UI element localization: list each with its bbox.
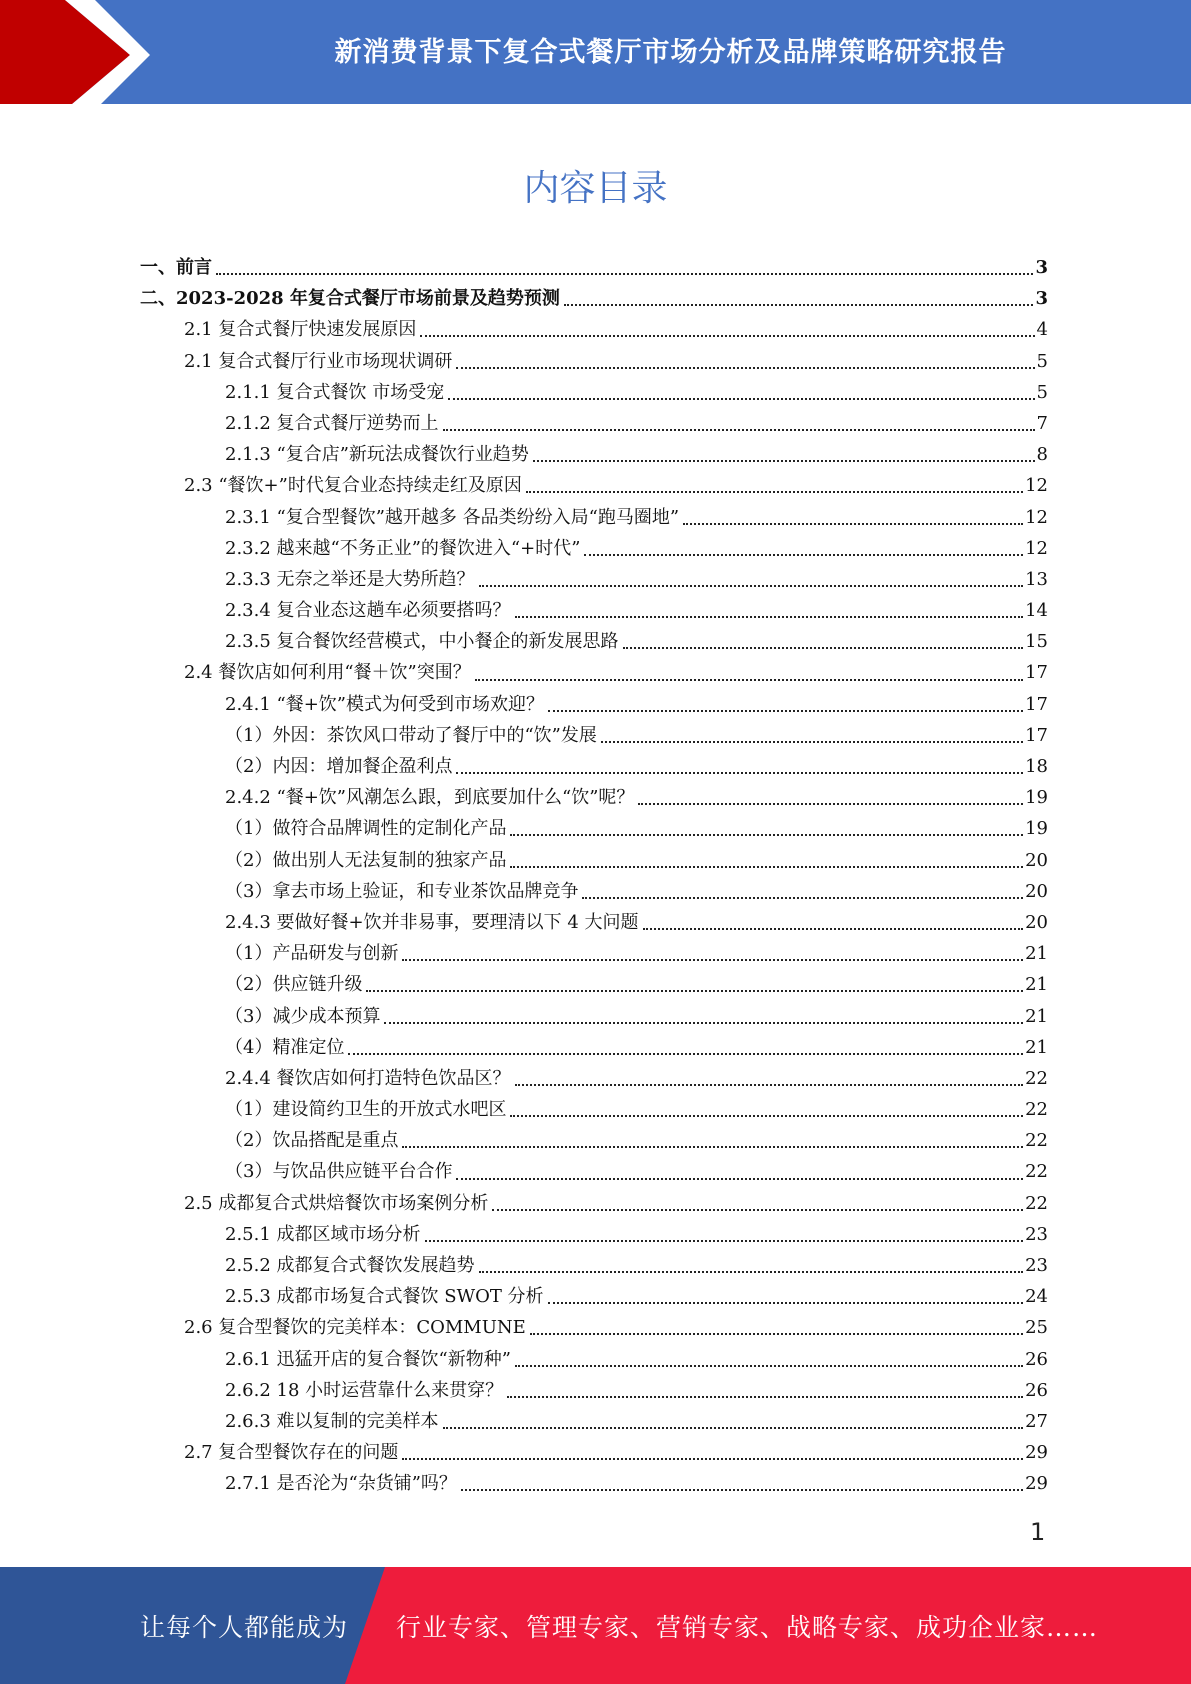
toc-entry-page: 21	[1025, 1036, 1048, 1058]
toc-entry-label: 2.1.2 复合式餐厅逆势而上	[225, 412, 439, 434]
toc-entry-label: 2.1 复合式餐厅快速发展原因	[184, 319, 417, 341]
toc-entry-label: （2）供应链升级	[225, 974, 363, 996]
toc-entry[interactable]	[140, 1281, 1048, 1312]
toc-entry[interactable]	[140, 1250, 1048, 1281]
toc-entry[interactable]	[140, 1219, 1048, 1250]
table-of-contents	[140, 252, 1048, 1500]
toc-entry-label: 2.7 复合型餐饮存在的问题	[184, 1442, 399, 1464]
toc-entry-page: 27	[1025, 1410, 1048, 1432]
toc-dot-leader	[448, 397, 1034, 400]
toc-dot-leader	[425, 1239, 1024, 1242]
toc-entry-page: 3	[1035, 257, 1048, 278]
toc-entry[interactable]	[140, 377, 1048, 408]
toc-entry-label: 2.5.2 成都复合式餐饮发展趋势	[225, 1255, 475, 1276]
toc-dot-leader	[420, 334, 1034, 337]
toc-entry-page: 23	[1025, 1223, 1048, 1245]
toc-entry[interactable]	[140, 657, 1048, 688]
toc-entry-label: 2.5.1 成都区域市场分析	[225, 1223, 421, 1245]
footer-slogan-left: 让每个人都能成为	[140, 1612, 349, 1642]
toc-entry-label: 2.4 餐饮店如何利用“餐＋饮”突围？	[184, 662, 471, 684]
toc-dot-leader	[456, 771, 1023, 774]
page-number: 1	[1030, 1518, 1046, 1546]
toc-entry-page: 21	[1025, 943, 1048, 965]
toc-entry[interactable]	[140, 408, 1048, 439]
toc-entry-label: （2）内因：增加餐企盈利点	[225, 756, 453, 777]
toc-entry-page: 22	[1025, 1130, 1048, 1152]
toc-entry-page: 12	[1025, 506, 1048, 528]
toc-entry-page: 12	[1025, 475, 1048, 497]
toc-entry[interactable]	[140, 938, 1048, 969]
toc-dot-leader	[402, 1145, 1023, 1148]
toc-entry-page: 4	[1036, 319, 1048, 341]
toc-dot-leader	[683, 522, 1023, 525]
toc-entry[interactable]	[140, 782, 1048, 813]
toc-entry-label: 2.4.2 “餐+饮”风潮怎么跟，到底要加什么“饮”呢？	[225, 787, 635, 809]
toc-dot-leader	[548, 709, 1023, 712]
toc-entry-page: 13	[1025, 568, 1048, 590]
toc-entry[interactable]	[140, 314, 1048, 345]
toc-entry-label: 2.4.3 要做好餐+饮并非易事，要理清以下 4 大问题	[225, 911, 639, 933]
toc-dot-leader	[564, 303, 1034, 306]
toc-entry[interactable]	[140, 1406, 1048, 1437]
toc-dot-leader	[443, 1426, 1024, 1429]
toc-entry-page: 14	[1025, 600, 1048, 622]
toc-dot-leader	[601, 740, 1023, 743]
toc-dot-leader	[526, 490, 1023, 493]
toc-entry[interactable]	[140, 595, 1048, 626]
toc-entry-page: 5	[1036, 381, 1048, 403]
toc-dot-leader	[515, 615, 1024, 618]
toc-entry-page: 12	[1025, 537, 1048, 559]
toc-entry-page: 22	[1025, 1067, 1048, 1089]
toc-dot-leader	[530, 1332, 1023, 1335]
toc-dot-leader	[515, 1083, 1024, 1086]
toc-dot-leader	[479, 1270, 1024, 1273]
toc-dot-leader	[443, 428, 1035, 431]
toc-entry-page: 15	[1025, 631, 1048, 653]
toc-entry-label: 2.6.2 18 小时运营靠什么来贯穿？	[225, 1379, 504, 1401]
toc-entry[interactable]	[140, 283, 1048, 314]
toc-entry-label: （3）拿去市场上验证，和专业茶饮品牌竞争	[225, 880, 579, 902]
toc-entry[interactable]	[140, 907, 1048, 938]
toc-dot-leader	[479, 584, 1024, 587]
toc-entry-label: （3）减少成本预算	[225, 1005, 381, 1027]
toc-entry[interactable]	[140, 1188, 1048, 1219]
toc-dot-leader	[348, 1052, 1023, 1055]
toc-entry-page: 17	[1025, 662, 1048, 684]
toc-entry-label: 2.3.3 无奈之举还是大势所趋？	[225, 568, 475, 590]
toc-entry[interactable]	[140, 346, 1048, 377]
toc-entry[interactable]	[140, 1468, 1048, 1499]
toc-entry-label: 2.5 成都复合式烘焙餐饮市场案例分析	[184, 1192, 489, 1214]
toc-dot-leader	[515, 1364, 1023, 1367]
toc-entry-label: （3）与饮品供应链平台合作	[225, 1161, 453, 1183]
toc-entry-label: 2.3.2 越来越“不务正业”的餐饮进入“+时代”	[225, 537, 581, 559]
toc-entry[interactable]	[140, 502, 1048, 533]
toc-dot-leader	[461, 1488, 1023, 1491]
toc-entry-label: 2.4.1 “餐+饮”模式为何受到市场欢迎？	[225, 693, 545, 715]
toc-entry-page: 20	[1025, 911, 1048, 933]
toc-entry-label: 2.5.3 成都市场复合式餐饮 SWOT 分析	[225, 1286, 544, 1308]
toc-entry-label: （4）精准定位	[225, 1036, 345, 1058]
toc-entry-page: 22	[1025, 1099, 1048, 1121]
toc-entry[interactable]	[140, 1344, 1048, 1375]
toc-dot-leader	[507, 1395, 1023, 1398]
toc-entry-page: 19	[1025, 818, 1048, 840]
toc-dot-leader	[638, 802, 1023, 805]
toc-dot-leader	[548, 1301, 1024, 1304]
page-header	[0, 0, 1191, 110]
toc-entry-page: 23	[1025, 1255, 1048, 1276]
toc-entry-label: 二、2023-2028 年复合式餐厅市场前景及趋势预测	[140, 288, 560, 310]
toc-entry-page: 18	[1025, 756, 1048, 777]
toc-entry[interactable]	[140, 1063, 1048, 1094]
toc-entry-label: 2.7.1 是否沦为“杂货铺”吗？	[225, 1473, 457, 1495]
toc-entry[interactable]	[140, 689, 1048, 720]
toc-dot-leader	[623, 646, 1024, 649]
toc-entry[interactable]	[140, 564, 1048, 595]
toc-entry-label: 2.6.1 迅猛开店的复合餐饮“新物种”	[225, 1348, 511, 1370]
footer-slogan-right: 行业专家、管理专家、营销专家、战略专家、成功企业家……	[396, 1612, 1099, 1642]
toc-dot-leader	[533, 459, 1035, 462]
toc-entry[interactable]	[140, 626, 1048, 657]
toc-entry-page: 22	[1025, 1161, 1048, 1183]
toc-entry[interactable]	[140, 470, 1048, 501]
toc-entry-label: 2.3.1 “复合型餐饮”越开越多 各品类纷纷入局“跑马圈地”	[225, 506, 680, 528]
report-title: 新消费背景下复合式餐厅市场分析及品牌策略研究报告	[334, 36, 1007, 68]
toc-entry-label: （1）建设简约卫生的开放式水吧区	[225, 1099, 507, 1121]
toc-dot-leader	[366, 989, 1023, 992]
toc-dot-leader	[510, 833, 1023, 836]
toc-entry-label: 2.1 复合式餐厅行业市场现状调研	[184, 350, 453, 372]
toc-entry-page: 29	[1025, 1473, 1048, 1495]
toc-entry-page: 7	[1036, 412, 1048, 434]
toc-dot-leader	[510, 1114, 1023, 1117]
toc-entry[interactable]	[140, 1375, 1048, 1406]
toc-dot-leader	[216, 272, 1033, 275]
toc-dot-leader	[643, 927, 1024, 930]
toc-entry[interactable]	[140, 439, 1048, 470]
toc-entry-page: 26	[1025, 1379, 1048, 1401]
toc-entry-label: 2.3 “餐饮+”时代复合业态持续走红及原因	[184, 475, 522, 497]
toc-entry-label: 一、前言	[140, 257, 212, 278]
toc-entry-page: 17	[1025, 693, 1048, 715]
toc-entry-label: （2）饮品搭配是重点	[225, 1130, 399, 1152]
toc-entry-page: 8	[1036, 444, 1048, 466]
toc-entry[interactable]	[140, 969, 1048, 1000]
toc-entry-page: 29	[1025, 1442, 1048, 1464]
toc-dot-leader	[510, 865, 1023, 868]
toc-entry[interactable]	[140, 1125, 1048, 1156]
toc-entry[interactable]	[140, 1001, 1048, 1032]
toc-entry[interactable]	[140, 252, 1048, 283]
toc-dot-leader	[402, 958, 1023, 961]
toc-entry-label: 2.3.4 复合业态这趟车必须要搭吗？	[225, 600, 511, 622]
toc-entry-label: 2.6 复合型餐饮的完美样本：COMMUNE	[184, 1317, 526, 1339]
toc-entry-label: （1）做符合品牌调性的定制化产品	[225, 818, 507, 840]
toc-entry[interactable]	[140, 720, 1048, 751]
toc-entry-label: 2.1.3 “复合店”新玩法成餐饮行业趋势	[225, 444, 529, 466]
toc-entry-label: （2）做出别人无法复制的独家产品	[225, 849, 507, 871]
toc-entry-label: 2.1.1 复合式餐饮 市场受宠	[225, 381, 445, 403]
toc-dot-leader	[582, 896, 1023, 899]
toc-entry[interactable]	[140, 1437, 1048, 1468]
toc-entry-label: 2.4.4 餐饮店如何打造特色饮品区？	[225, 1067, 511, 1089]
toc-entry-page: 22	[1025, 1192, 1048, 1214]
toc-entry[interactable]	[140, 813, 1048, 844]
toc-dot-leader	[475, 678, 1023, 681]
toc-entry-page: 21	[1025, 1005, 1048, 1027]
toc-entry[interactable]	[140, 1032, 1048, 1063]
toc-entry[interactable]	[140, 1156, 1048, 1187]
toc-heading: 内容目录	[523, 168, 668, 209]
toc-entry-label: 2.6.3 难以复制的完美样本	[225, 1410, 439, 1432]
toc-entry[interactable]	[140, 845, 1048, 876]
toc-entry[interactable]	[140, 533, 1048, 564]
toc-entry-label: 2.3.5 复合餐饮经营模式，中小餐企的新发展思路	[225, 631, 619, 653]
toc-entry-label: （1）外因：茶饮风口带动了餐厅中的“饮”发展	[225, 724, 597, 746]
toc-entry-page: 19	[1025, 787, 1048, 809]
toc-dot-leader	[456, 366, 1034, 369]
toc-entry-page: 20	[1025, 880, 1048, 902]
toc-entry-page: 20	[1025, 849, 1048, 871]
page-footer	[0, 1567, 1191, 1684]
toc-dot-leader	[584, 553, 1023, 556]
toc-entry-page: 5	[1036, 350, 1048, 372]
toc-dot-leader	[402, 1457, 1023, 1460]
toc-entry-page: 24	[1025, 1286, 1048, 1308]
toc-entry-page: 3	[1035, 288, 1048, 310]
toc-entry-page: 17	[1025, 724, 1048, 746]
toc-entry[interactable]	[140, 876, 1048, 907]
toc-entry[interactable]	[140, 1094, 1048, 1125]
toc-entry[interactable]	[140, 1312, 1048, 1343]
toc-dot-leader	[456, 1177, 1023, 1180]
toc-entry-label: （1）产品研发与创新	[225, 943, 399, 965]
toc-dot-leader	[384, 1021, 1023, 1024]
toc-dot-leader	[492, 1208, 1023, 1211]
toc-entry-page: 26	[1025, 1348, 1048, 1370]
toc-entry-page: 21	[1025, 974, 1048, 996]
toc-entry-page: 25	[1025, 1317, 1048, 1339]
toc-entry[interactable]	[140, 751, 1048, 782]
